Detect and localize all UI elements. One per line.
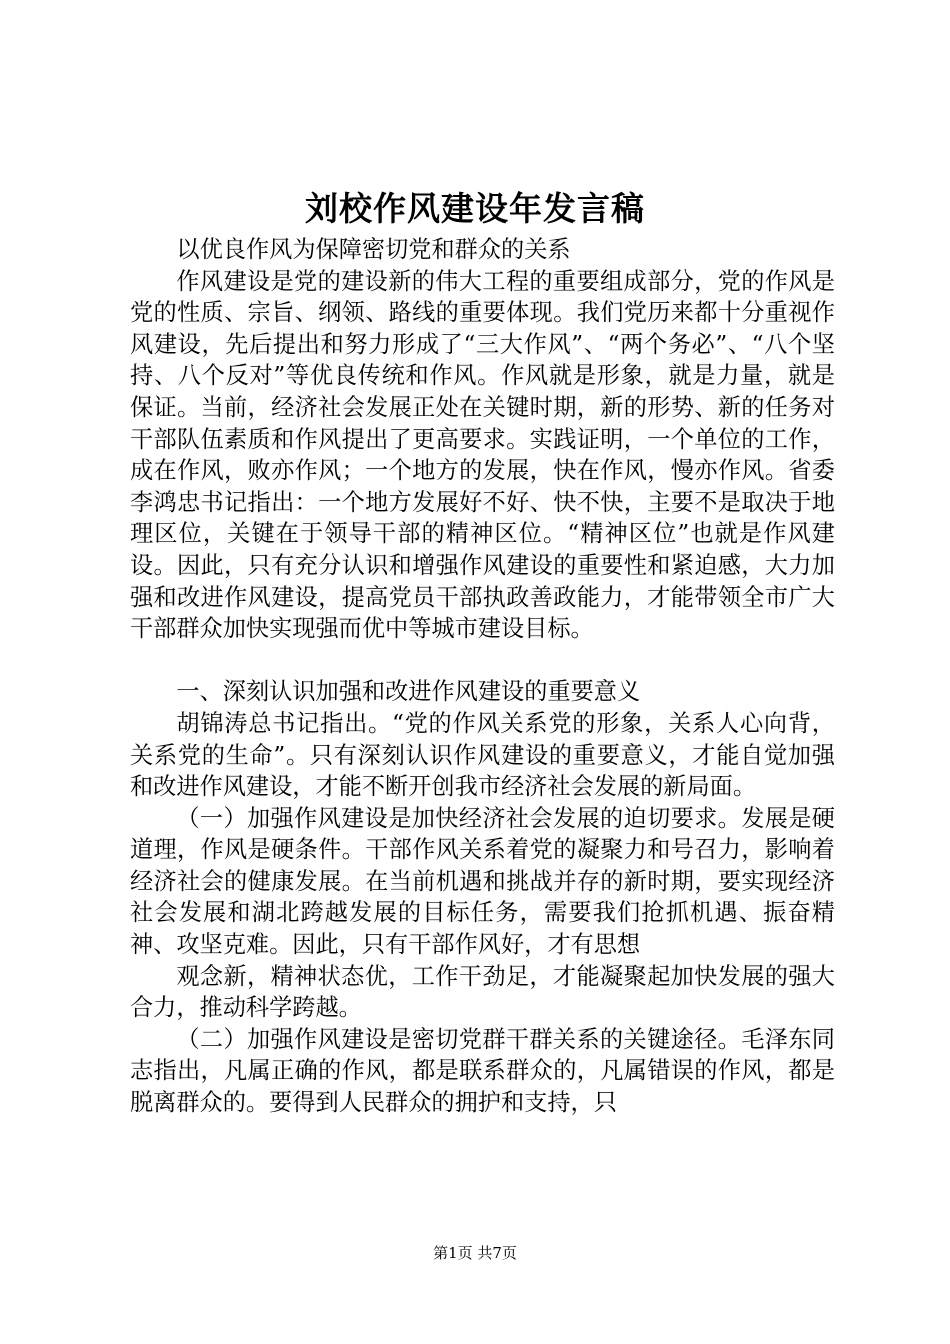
paragraph-subsection-1: （一）加强作风建设是加快经济社会发展的迫切要求。发展是硬道理，作风是硬条件。干部作风关系着党的凝聚力和号召力，影响着经济社会的健康发展。在当前机遇和挑战并存的新时期，要实现经济社会发展和湖北跨越发展的目标任务，需要我们抢抓机遇、振奋精神、攻坚克难。因此，只有干部作风好，才有思想 xyxy=(130,804,835,959)
paragraph-continuation: 观念新，精神状态优，工作干劲足，才能凝聚起加快发展的强大合力，推动科学跨越。 xyxy=(130,962,835,1022)
section-heading-1: 一、深刻认识加强和改进作风建设的重要意义 xyxy=(176,678,641,706)
document-title: 刘校作风建设年发言稿 xyxy=(305,189,645,228)
paragraph-section-1: 胡锦涛总书记指出。“党的作风关系党的形象，关系人心向背，关系党的生命”。只有深刻认识作风建设的重要意义，才能自觉加强和改进作风建设，才能不断开创我市经济社会发展的新局面。 xyxy=(130,709,835,801)
paragraph-intro: 作风建设是党的建设新的伟大工程的重要组成部分，党的作风是党的性质、宗旨、纲领、路线的重要体现。我们党历来都十分重视作风建设，先后提出和努力形成了“三大作风”、“两个务必”、“八个坚持、八个反对”等优良传统和作风。作风就是形象，就是力量，就是保证。当前，经济社会发展正处在关键时期，新的形势、新的任务对干部队伍素质和作风提出了更高要求。实践证明，一个单位的工作，成在作风，败亦作风；一个地方的发展，快在作风，慢亦作风。省委李鸿忠书记指出：一个地方发展好不好、快不快，主要不是取决于地理区位，关键在于领导干部的精神区位。“精神区位”也就是作风建设。因此，只有充分认识和增强作风建设的重要性和紧迫感，大力加强和改进作风建设，提高党员干部执政善政能力，才能带领全市广大干部群众加快实现强而优中等城市建设目标。 xyxy=(130,267,835,643)
paragraph-subsection-2: （二）加强作风建设是密切党群干群关系的关键途径。毛泽东同志指出，凡属正确的作风，都是联系群众的，凡属错误的作风，都是脱离群众的。要得到人民群众的拥护和支持，只 xyxy=(130,1025,835,1117)
paragraph-subtitle: 以优良作风为保障密切党和群众的关系 xyxy=(176,236,571,263)
document-body xyxy=(130,234,835,1119)
page-footer: 第1页 共7页 xyxy=(433,1244,517,1262)
